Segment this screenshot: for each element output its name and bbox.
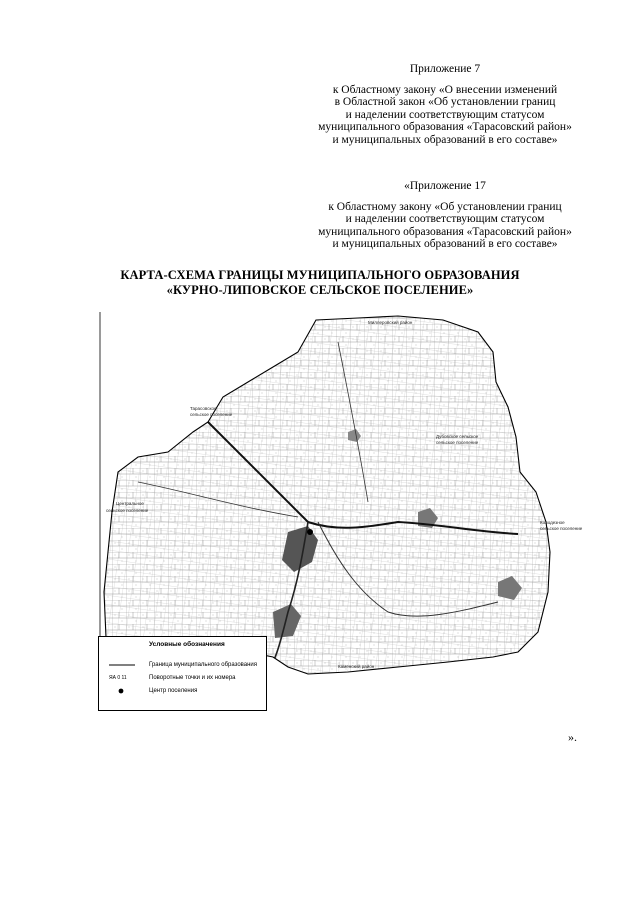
map-label-west-2: сельское поселение — [106, 508, 149, 513]
boundary-line-icon — [109, 661, 139, 669]
map-label-northwest-1: Тарасовское — [190, 406, 217, 411]
map-label-south: Каменский район — [338, 664, 375, 669]
annex-heading: Приложение 7 — [409, 63, 481, 75]
annex-line: и наделении соответствующим статусом — [345, 213, 545, 225]
settlement-center-marker — [307, 529, 313, 535]
settlement-dot-icon — [109, 687, 139, 695]
annex-heading: «Приложение 17 — [404, 180, 486, 192]
turning-point-code: ЯА 0 11 — [109, 675, 127, 681]
annex-line: в Областной закон «Об установлении границ — [334, 96, 556, 108]
title-line-1: КАРТА-СХЕМА ГРАНИЦЫ МУНИЦИПАЛЬНОГО ОБРАЗОВАНИЯ — [120, 268, 520, 282]
annex-line: муниципального образования «Тарасовский район» — [318, 225, 572, 238]
annex-reference-1 — [300, 63, 590, 146]
legend-label: Центр поселения — [149, 688, 198, 694]
map-label-east-upper-2: сельское поселение — [436, 440, 479, 445]
legend-item-boundary — [105, 661, 265, 669]
legend-label: Поворотные точки и их номера — [149, 675, 236, 681]
legend-item-center — [105, 687, 265, 695]
legend-item-points — [105, 674, 265, 682]
map-label-west-1: Центральное — [116, 501, 144, 506]
annex-line: и наделении соответствующим статусом — [345, 108, 545, 121]
map-label-northwest-2: сельское поселение — [190, 412, 233, 417]
map-label-east-lower-1: Колодезное — [540, 520, 565, 525]
title-line-2: «КУРНО-ЛИПОВСКОЕ СЕЛЬСКОЕ ПОСЕЛЕНИЕ» — [166, 283, 474, 297]
annex-line: и муниципальных образований в его составе» — [332, 238, 558, 250]
map-legend — [98, 636, 267, 711]
annex-line: к Областному закону «Об установлении границ — [328, 200, 562, 213]
map-label-east-lower-2: сельское поселение — [540, 526, 583, 531]
document-title — [60, 268, 580, 298]
annex-line: и муниципальных образований в его составе» — [332, 133, 558, 146]
annex-line: муниципального образования «Тарасовский район» — [318, 121, 572, 133]
legend-label: Граница муниципального образования — [149, 662, 258, 668]
closing-quote: ». — [568, 730, 577, 744]
annex-line: к Областному закону «О внесении изменений — [332, 83, 558, 96]
map-label-east-upper-1: Дубовское сельское — [436, 434, 479, 439]
map-label-north: Миллеровский район — [368, 320, 413, 325]
annex-reference-2 — [300, 180, 590, 251]
legend-title: Условные обозначения — [149, 641, 225, 648]
